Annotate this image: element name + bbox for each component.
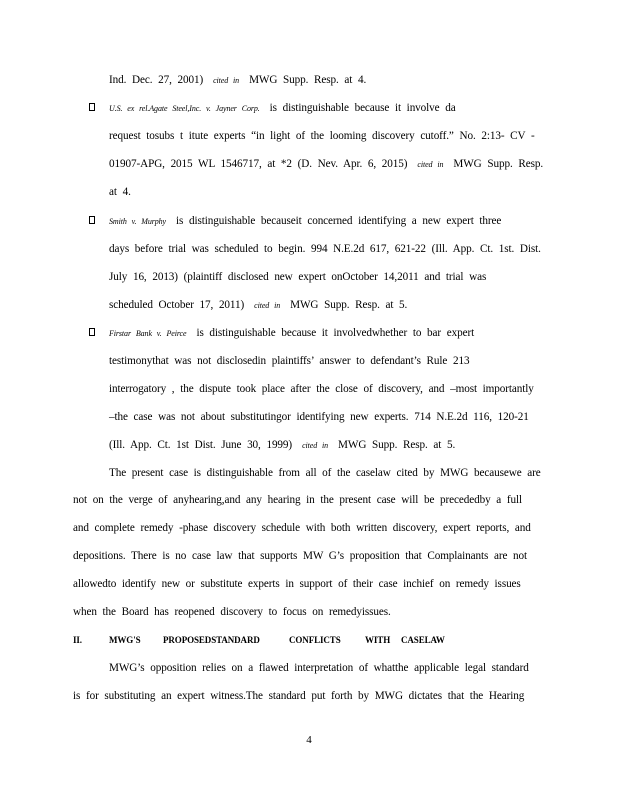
text-line: MWG’s opposition relies on a flawed interpretation of whatthe applicable legal standard [109,662,529,674]
text-line: is for substituting an expert witness.The standard put forth by MWG dictates that the Hearing [73,690,525,702]
text-line: (Ill. App. Ct. 1st Dist. June 30, 1999) cited in MWG Supp. Resp. at 5. [109,439,456,451]
text-line: when the Board has reopened discovery to focus on remedyissues. [73,606,391,618]
text-line: depositions. There is no case law that supports MW G’s proposition that Complainants are not [73,550,528,562]
bullet-icon [89,103,95,111]
bullet-icon [89,328,95,336]
text-line: and complete remedy -phase discovery schedule with both written discovery, expert reports, and [73,522,531,534]
text-line: interrogatory , the dispute took place after the close of discovery, and –most importantly [109,383,534,395]
text-line: not on the verge of anyhearing,and any hearing in the present case will be precededby a full [73,494,522,506]
section-heading-word: WITH [365,635,391,645]
text-line: days before trial was scheduled to begin. 994 N.E.2d 617, 621-22 (Ill. App. Ct. 1st. Dist. [109,243,541,255]
section-heading-word: PROPOSEDSTANDARD [163,635,260,645]
text-line: request tosubs t itute experts “in light of the looming discovery cutoff.” No. 2:13- CV - [109,130,535,142]
bullet-icon [89,216,95,224]
text-line: Firstar Bank v. Peirce is distinguishable because it involvedwhether to bar expert [109,327,475,339]
text-line: at 4. [109,186,131,198]
section-heading-word: CONFLICTS [289,635,341,645]
text-line: allowedto identify new or substitute experts in support of their case inchief on remedy issues [73,578,521,590]
text-line: U.S. ex rel.Agate Steel,Inc. v. Jayner Corp. is distinguishable because it involve da [109,102,456,114]
text-line: Smith v. Murphy is distinguishable becauseit concerned identifying a new expert three [109,215,502,227]
section-heading-word: MWG'S [109,635,141,645]
text-line: Ind. Dec. 27, 2001) cited in MWG Supp. Resp. at 4. [109,74,367,86]
section-heading-number: II. [73,635,82,645]
text-line: scheduled October 17, 2011) cited in MWG Supp. Resp. at 5. [109,299,408,311]
text-line: July 16, 2013) (plaintiff disclosed new expert onOctober 14,2011 and trial was [109,271,487,283]
text-line: The present case is distinguishable from all of the caselaw cited by MWG becausewe are [109,467,541,479]
text-line: –the case was not about substitutingor identifying new experts. 714 N.E.2d 116, 120-21 [109,411,529,423]
page-number: 4 [306,734,312,746]
text-line: testimonythat was not disclosedin plaintiffs’ answer to defendant’s Rule 213 [109,355,470,367]
section-heading-word: CASELAW [401,635,445,645]
text-line: 01907-APG, 2015 WL 1546717, at *2 (D. Nev. Apr. 6, 2015) cited in MWG Supp. Resp. [109,158,544,170]
